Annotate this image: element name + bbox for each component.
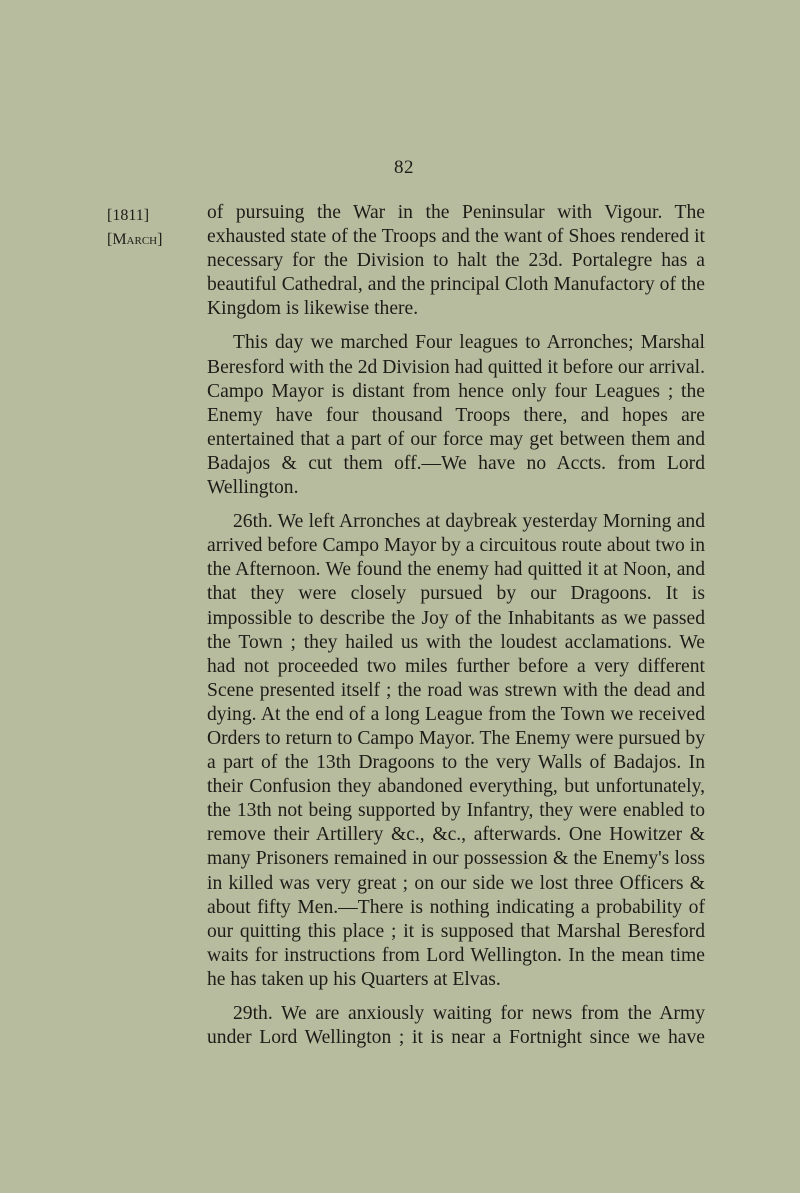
margin-note-year: [1811] bbox=[107, 207, 150, 224]
page-number: 82 bbox=[394, 157, 414, 178]
margin-note bbox=[107, 204, 162, 252]
paragraph-continuation: of pursuing the War in the Peninsular with Vigour. The exhausted state of the Troops and the want of Shoes rendered it necessary for the Division to halt the 23d. Portalegre has a beautiful Cathedral, and the principal Cloth Manufactory of the Kingdom is likewise there. bbox=[207, 202, 705, 320]
margin-note-month: [March] bbox=[107, 231, 163, 248]
paragraph-arronches-march: This day we marched Four leagues to Arronches; Marshal Beresford with the 2d Division had quitted it before our arrival. Campo Mayor is distant from hence only four Leagues ; the Enemy have four thousand Troops there, and hopes are entertained that a part of our force may get between them and Badajos & cut them off.—We have no Accts. from Lord Wellington. bbox=[207, 332, 705, 499]
paragraph-26th: 26th. We left Arronches at daybreak yesterday Morning and arrived before Campo Mayor by a circuitous route about two in the Afternoon. We found the enemy had quitted it at Noon, and that they were closely pursued by our Dragoons. It is impossible to describe the Joy of the Inhabitants as we passed the Town ; they hailed us with the loudest acclamations. We had not proceeded two miles further before a very different Scene presented itself ; the road was strewn with the dead and dying. At the end of a long League from the Town we received Orders to return to Campo Mayor. The Enemy were pursued by a part of the 13th Dragoons to the very Walls of Badajos. In their Confusion they abandoned everything, but unfortunately, the 13th not being supported by Infantry, they were enabled to remove their Artillery &c., &c., afterwards. One Howitzer & many Prisoners remained in our possession & the Enemy's loss in killed was very great ; on our side we lost three Officers & about fifty Men.—There is nothing indicating a probability of our quitting this place ; it is supposed that Marshal Beresford waits for instructions from Lord Wellington. In the mean time he has taken up his Quarters at Elvas. bbox=[207, 511, 705, 990]
body-text bbox=[207, 201, 705, 1060]
paragraph-29th: 29th. We are anxiously waiting for news from the Army under Lord Wellington ; it is near a Fortnight since we have bbox=[207, 1003, 705, 1049]
